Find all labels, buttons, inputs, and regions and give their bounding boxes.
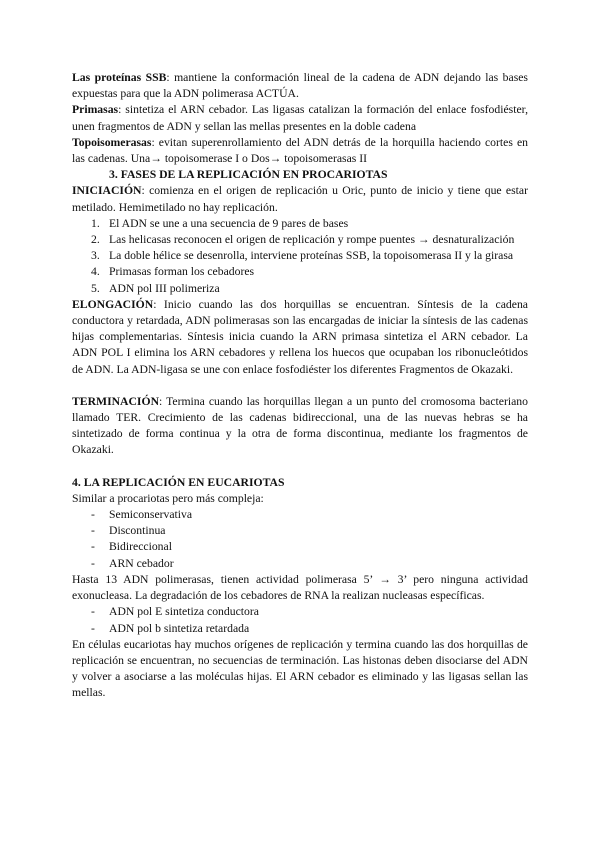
list-item-text: Semiconservativa bbox=[109, 508, 193, 522]
elongacion-text: : Inicio cuando las dos horquillas se encuentran. Síntesis de la cadena conductora y retardada, ADN polimerasas son las encargadas de iniciar la síntesis de las cadenas hijas complementarias. Síntesis inicia cuando la ARN primasa sintetiza el ARN cebador. La ADN POL I elimina los ARN cebadores y rellena los huecos que ocupaban los ribonucleótidos de ADN. La ADN-ligasa se une con enlace fosfodiéster los diferentes Fragmentos de Okazaki. bbox=[72, 297, 528, 376]
list-item-text: Primasas forman los cebadores bbox=[109, 265, 255, 279]
list-item-text: Discontinua bbox=[109, 524, 166, 538]
list-item-text: ADN pol b sintetiza retardada bbox=[109, 621, 250, 635]
list-item-text: ADN pol E sintetiza conductora bbox=[109, 605, 259, 619]
list-item-text: La doble hélice se desenrolla, interviene proteínas SSB, la topoisomerasa II y la girasa bbox=[109, 249, 514, 263]
section-4-intro: Similar a procariotas pero más compleja: bbox=[72, 491, 264, 505]
topoisomerasas-text: : evitan superenrollamiento del ADN detrás de la horquilla haciendo cortes en las cadenas. Una→ topoisomerase I o Dos→ topoisomerasas II bbox=[72, 135, 528, 166]
list-item bbox=[72, 523, 528, 539]
list-number: 5. bbox=[91, 281, 100, 295]
closing-paragraph: En células eucariotas hay muchos orígenes de replicación y termina cuando las dos horquillas de replicación se encuentran, no secuencias de terminación. Las histonas deben disociarse del ADN y volver a asociarse a las moléculas hijas. El ARN cebador es eliminado y las ligasas sellan las mellas. bbox=[72, 637, 528, 700]
ssb-paragraph bbox=[72, 70, 528, 102]
list-dash: - bbox=[91, 621, 95, 635]
list-item bbox=[72, 556, 528, 572]
list-item bbox=[72, 281, 528, 297]
list-number: 1. bbox=[91, 216, 100, 230]
section-3-heading: 3. FASES DE LA REPLICACIÓN EN PROCARIOTAS bbox=[109, 168, 388, 182]
list-item-text: Bidireccional bbox=[109, 540, 172, 554]
list-number: 3. bbox=[91, 249, 100, 263]
list-number: 2. bbox=[91, 233, 100, 247]
list-item bbox=[72, 604, 528, 620]
primasas-text: : sintetiza el ARN cebador. Las ligasas catalizan la formación del enlace fosfodiéster, unen fragmentos de ADN y sellan las mellas presentes en la doble cadena bbox=[72, 103, 528, 133]
elongacion-term: ELONGACIÓN bbox=[72, 297, 154, 311]
terminacion-text: : Termina cuando las horquillas llegan a un punto del cromosoma bacteriano llamado TER. Crecimiento de las cadenas bidireccional, una de las nuevas hebras se ha sintetizado de forma continua y la otra de forma discontinua, mediante los fragmentos de Okazaki. bbox=[72, 394, 528, 457]
iniciacion-text: : comienza en el origen de replicación u Oric, punto de inicio y tiene que estar metilado. Hemimetilado no hay replicación. bbox=[72, 184, 528, 214]
list-number: 4. bbox=[91, 265, 100, 279]
iniciacion-term: INICIACIÓN bbox=[72, 184, 142, 198]
list-item-text: ADN pol III polimeriza bbox=[109, 281, 220, 295]
list-item bbox=[72, 216, 528, 232]
list-item bbox=[72, 507, 528, 523]
eucariotas-features-list bbox=[72, 507, 528, 572]
polimerasas-paragraph: Hasta 13 ADN polimerasas, tienen actividad polimerasa 5’ → 3’ pero ninguna actividad exonucleasa. La degradación de los cebadores de RNA la realizan nucleasas específicas. bbox=[72, 572, 528, 603]
iniciacion-paragraph bbox=[72, 183, 528, 215]
elongacion-paragraph bbox=[72, 297, 528, 378]
topoisomerasas-paragraph bbox=[72, 135, 528, 167]
list-dash: - bbox=[91, 508, 95, 522]
list-item bbox=[72, 539, 528, 555]
iniciacion-steps-list bbox=[72, 216, 528, 297]
document-page bbox=[72, 70, 528, 702]
list-item bbox=[72, 248, 528, 264]
list-item bbox=[72, 621, 528, 637]
primasas-paragraph bbox=[72, 102, 528, 134]
eucariotas-pols-list bbox=[72, 604, 528, 636]
list-dash: - bbox=[91, 556, 95, 570]
ssb-term: Las proteínas SSB bbox=[72, 71, 167, 84]
list-dash: - bbox=[91, 524, 95, 538]
terminacion-term: TERMINACIÓN bbox=[72, 394, 160, 408]
list-dash: - bbox=[91, 605, 95, 619]
list-item bbox=[72, 232, 528, 248]
blank-line bbox=[72, 378, 528, 394]
primasas-term: Primasas bbox=[72, 103, 119, 117]
terminacion-paragraph bbox=[72, 394, 528, 459]
section-4-heading: 4. LA REPLICACIÓN EN EUCARIOTAS bbox=[72, 475, 285, 489]
topoisomerasas-term: Topoisomerasas bbox=[72, 135, 152, 149]
ssb-text: : mantiene la conformación lineal de la cadena de ADN dejando las bases expuestas para que la ADN polimerasa ACTÚA. bbox=[72, 71, 528, 101]
list-item-text: El ADN se une a una secuencia de 9 pares de bases bbox=[109, 216, 349, 230]
list-item bbox=[72, 264, 528, 280]
list-item-text: ARN cebador bbox=[109, 556, 174, 570]
list-item-text: Las helicasas reconocen el origen de replicación y rompe puentes → desnaturalización bbox=[109, 233, 515, 247]
list-dash: - bbox=[91, 540, 95, 554]
